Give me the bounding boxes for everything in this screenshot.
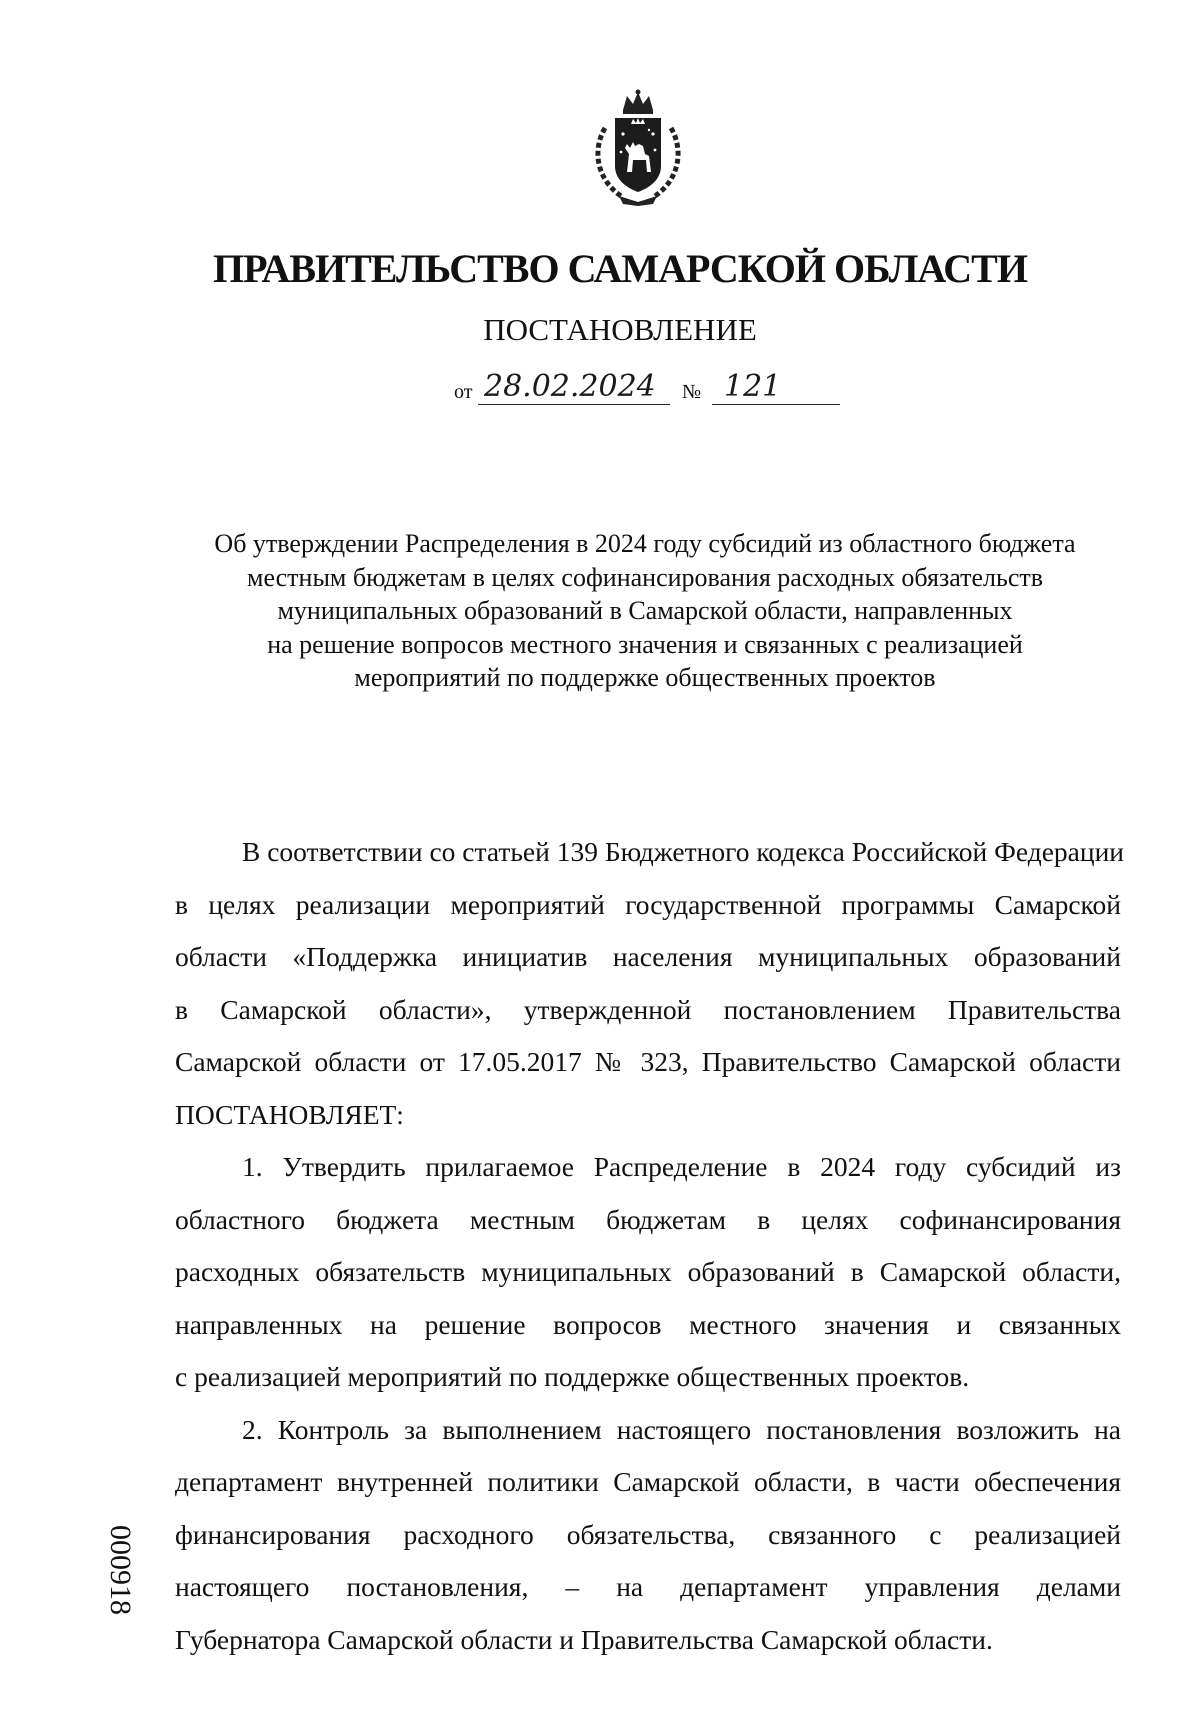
body-line: расходных обязательств муниципальных образований в Самарской области,: [175, 1256, 1121, 1287]
body-line: финансирования расходного обязательства, связанного с реализацией: [175, 1518, 1121, 1550]
body-line: настоящего постановления, – на департамент управления делами: [175, 1571, 1121, 1602]
subject-line: мероприятий по поддержке общественных проектов: [354, 663, 936, 692]
document-subject: [170, 527, 1120, 695]
body-line: в целях реализации мероприятий государственной программы Самарской: [175, 888, 1121, 920]
body-line: Самарской области от 17.05.2017 № 323, Правительство Самарской области: [175, 1046, 1121, 1077]
document-type: ПОСТАНОВЛЕНИЕ: [483, 312, 757, 347]
body-line: 2. Контроль за выполнением настоящего постановления возложить на: [242, 1413, 1121, 1445]
body-line: ПОСТАНОВЛЯЕТ:: [175, 1098, 404, 1130]
subject-line: муниципальных образований в Самарской области, направленных: [277, 596, 1013, 625]
body-line: Губернатора Самарской области и Правительства Самарской области.: [175, 1623, 993, 1655]
body-line: направленных на решение вопросов местного значения и связанных: [175, 1308, 1121, 1340]
document-body: [175, 826, 1125, 1666]
subject-line: на решение вопросов местного значения и связанных с реализацией: [267, 629, 1023, 659]
body-line: областного бюджета местным бюджетам в целях софинансирования: [175, 1203, 1121, 1235]
subject-line: Об утверждении Распределения в 2024 году субсидий из областного бюджета: [214, 529, 1076, 558]
number-value: 121: [724, 369, 782, 404]
body-line: в Самарской области», утвержденной постановлением Правительства: [175, 993, 1121, 1025]
date-prefix: от: [454, 381, 473, 403]
body-line: с реализацией мероприятий по поддержке общественных проектов.: [175, 1361, 970, 1392]
date-value: 28.02.2024: [484, 369, 656, 404]
organization-title: ПРАВИТЕЛЬСТВО САМАРСКОЙ ОБЛАСТИ: [213, 246, 1027, 291]
body-line: В соответствии со статьей 139 Бюджетного кодекса Российской Федерации: [242, 836, 1125, 867]
body-line: области «Поддержка инициатив населения муниципальных образований: [175, 941, 1121, 972]
margin-page-number: [95, 1490, 145, 1650]
samara-coat-of-arms-icon: [583, 88, 693, 208]
subject-line: местным бюджетам в целях софинансирования расходных обязательств: [246, 562, 1044, 592]
number-prefix: №: [682, 381, 702, 403]
page-number-text: 000918: [104, 1525, 137, 1615]
body-line: департамент внутренней политики Самарской области, в части обеспечения: [175, 1466, 1121, 1497]
date-number-line: [454, 366, 844, 410]
body-line: 1. Утвердить прилагаемое Распределение в 2024 году субсидий из: [242, 1151, 1121, 1182]
